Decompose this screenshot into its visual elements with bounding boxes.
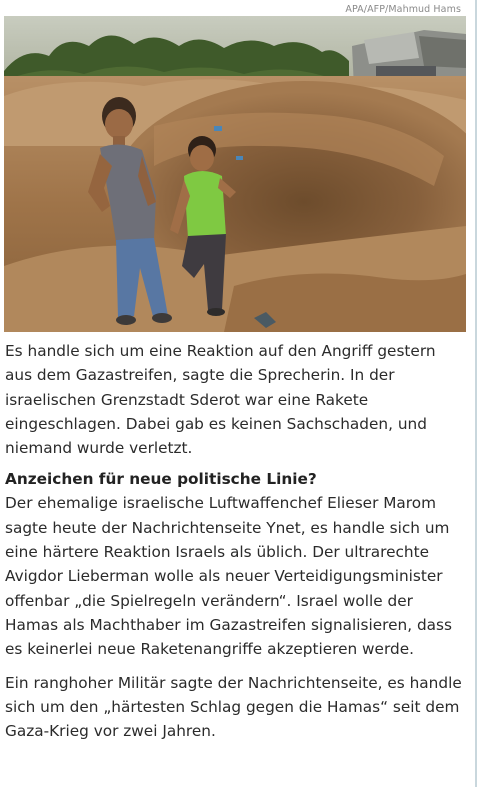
paragraph-military: Ein ranghoher Militär sagte der Nachrichtenseite, es handle sich um den „härtesten Schlag gegen die Hamas“ seit dem Gaza-Krieg vor zwei Jahren. [5,673,462,741]
paragraph-reaction: Es handle sich um eine Reaktion auf den Angriff gestern aus dem Gazastreifen, sagte die Sprecherin. In der israelischen Grenzstadt Sderot war eine Rakete eingeschlagen. Dabei gab es keinen Sachschaden, und niemand wurde verletzt. [5,342,436,458]
paragraph-marom: Der ehemalige israelische Luftwaffenchef Elieser Marom sagte heute der Nachrichtenseite Ynet, es handle sich um eine härtere Reaktion Israels als üblich. Der ultrarechte Avigdor Lieberman wolle als neuer Verteidigungsminister offenbar „die Spielregeln verändern“. Israel wolle der Hamas als Machthaber im Gazastreifen signalisieren, dass es keinerlei neue Raketenangriffe akzeptieren werde. [5,494,452,659]
crater-photo-illustration [4,16,466,332]
article-photo [4,16,466,332]
subheading: Anzeichen für neue politische Linie? [5,470,317,489]
photo-credit: APA/AFP/Mahmud Hams [345,4,461,15]
article-body [5,339,467,743]
